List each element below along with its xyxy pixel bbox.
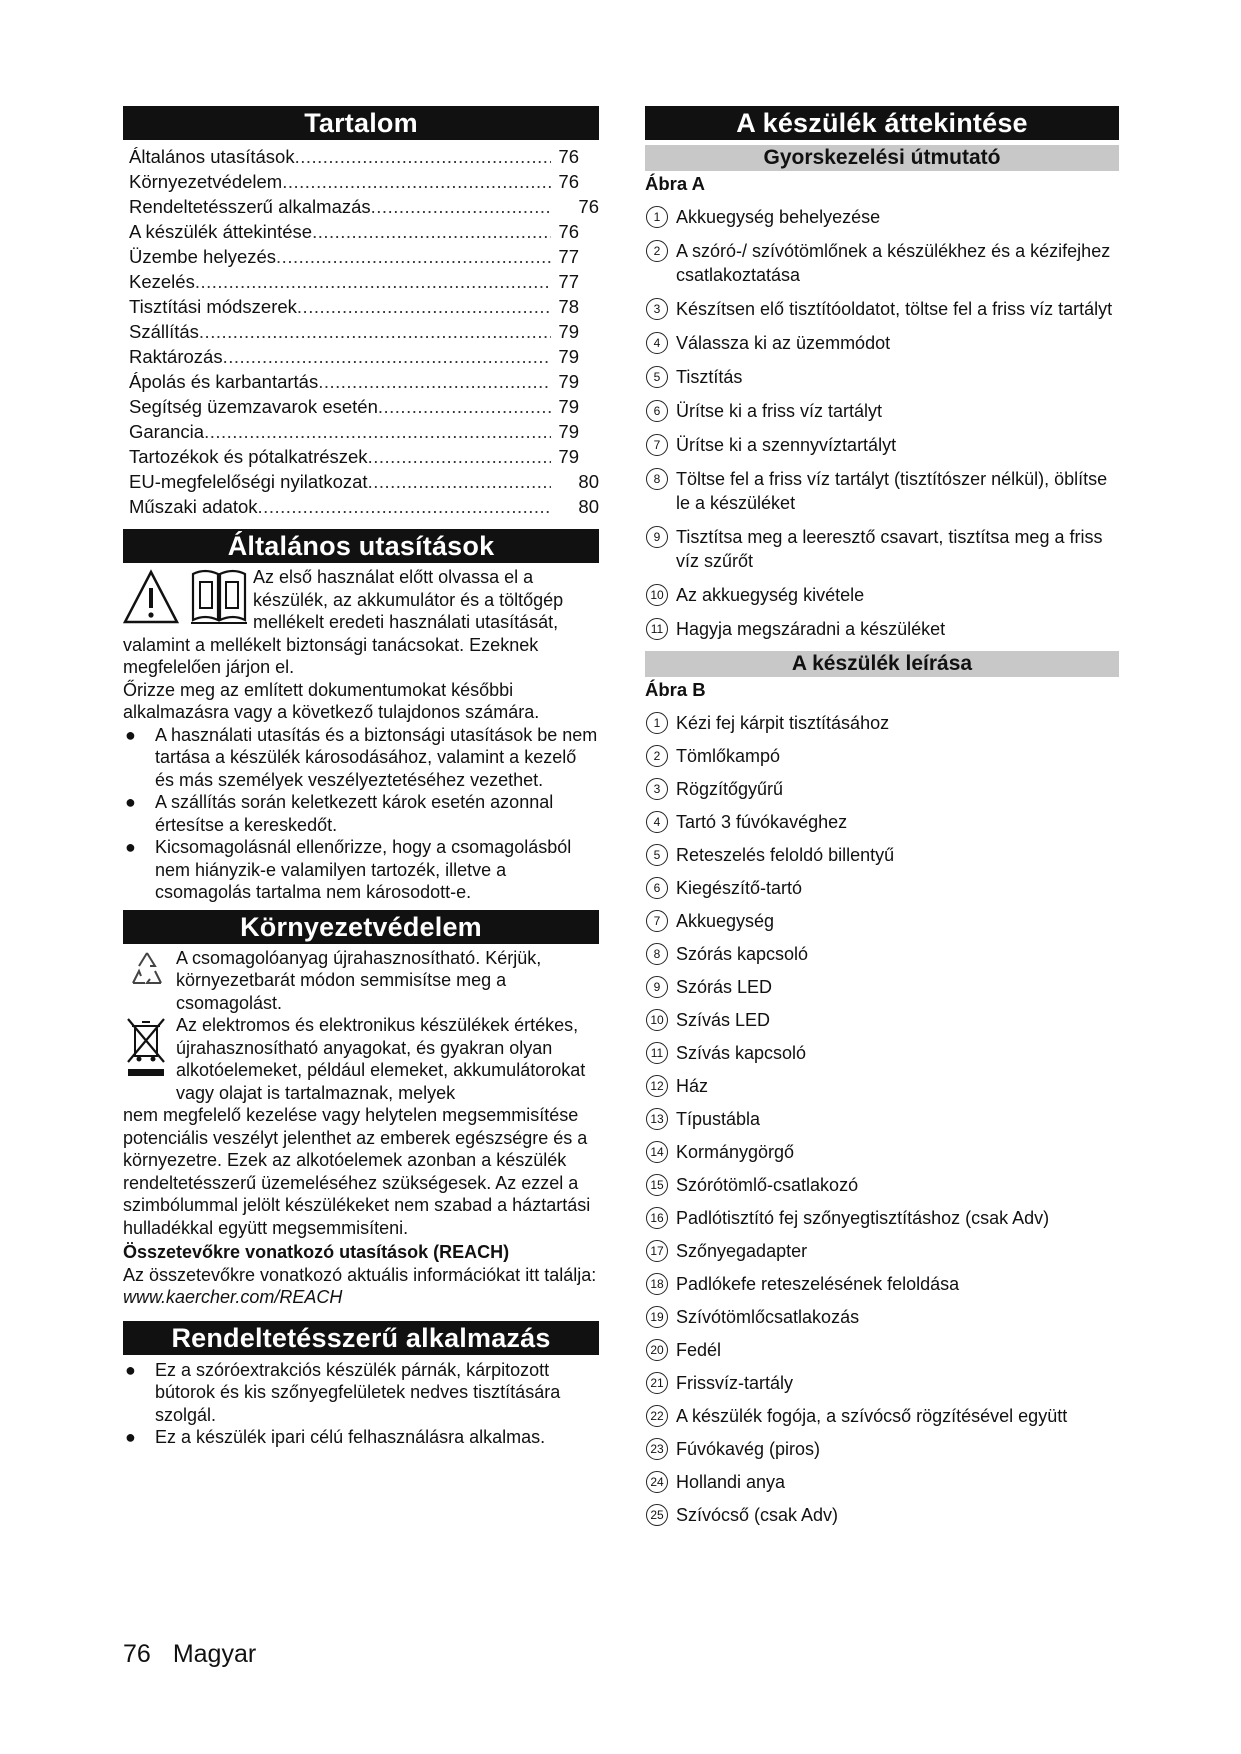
callout-number: 11 xyxy=(646,618,668,640)
callout-number: 8 xyxy=(646,943,668,965)
list-item: 6 Ürítse ki a friss víz tartályt xyxy=(645,399,1119,423)
list-item: ● Kicsomagolásnál ellenőrizze, hogy a csomagolásból nem hiányzik-e valamilyen tartozék, illetve a csomagolás tartalma nem károsodott-e. xyxy=(125,837,572,902)
callout-number: 10 xyxy=(646,584,668,606)
toc-entry[interactable]: Segítség üzemzavarok esetén ..... 79 xyxy=(129,394,599,419)
general-heading: Általános utasítások xyxy=(123,529,599,563)
callout-number: 10 xyxy=(646,1009,668,1031)
list-item: 8 Töltse fel a friss víz tartályt (tisztítószer nélkül), öblítse le a készüléket xyxy=(645,467,1119,515)
list-item: 19 Szívótömlőcsatlakozás xyxy=(645,1305,1119,1329)
reach-text: Az összetevőkre vonatkozó aktuális információkat itt találja: www.kaercher.com/REACH xyxy=(123,1264,597,1307)
list-item: 15 Szórótömlő-csatlakozó xyxy=(645,1173,1119,1197)
weee-block xyxy=(123,1014,599,1104)
list-item: 1 Kézi fej kárpit tisztításához xyxy=(645,711,1119,735)
callout-number: 4 xyxy=(646,332,668,354)
list-item: ● A szállítás során keletkezett károk esetén azonnal értesítse a kereskedőt. xyxy=(125,792,554,835)
callout-number: 9 xyxy=(646,526,668,548)
toc-entry[interactable]: Ápolás és karbantartás ..... 79 xyxy=(129,369,599,394)
list-item: 21 Frissvíz-tartály xyxy=(645,1371,1119,1395)
list-item: 13 Típustábla xyxy=(645,1107,1119,1131)
list-item: 22 A készülék fogója, a szívócső rögzítésével együtt xyxy=(645,1404,1119,1428)
toc-entry[interactable]: Tartozékok és pótalkatrészek ..... 79 xyxy=(129,444,599,469)
callout-number: 25 xyxy=(646,1504,668,1526)
list-item: 20 Fedél xyxy=(645,1338,1119,1362)
list-item: 10 Szívás LED xyxy=(645,1008,1119,1032)
list-item: 24 Hollandi anya xyxy=(645,1470,1119,1494)
list-item: 9 Tisztítsa meg a leeresztő csavart, tisztítsa meg a friss víz szűrőt xyxy=(645,525,1119,573)
list-item: 5 Reteszelés feloldó billentyű xyxy=(645,843,1119,867)
toc-entry[interactable]: Garancia ..... 79 xyxy=(129,419,599,444)
left-column xyxy=(123,106,599,1449)
toc-entry[interactable]: Kezelés ..... 77 xyxy=(129,269,599,294)
description-heading: A készülék leírása xyxy=(645,651,1119,677)
callout-number: 8 xyxy=(646,468,668,490)
callout-number: 9 xyxy=(646,976,668,998)
crossed-bin-icon xyxy=(125,1016,169,1080)
footer-language: Magyar xyxy=(172,1640,257,1668)
toc-entry[interactable]: Műszaki adatok ..... 80 xyxy=(129,494,599,519)
callout-number: 20 xyxy=(646,1339,668,1361)
callout-number: 3 xyxy=(646,778,668,800)
callout-number: 12 xyxy=(646,1075,668,1097)
general-intro: Az első használat előtt olvassa el a készülék, az akkumulátor és a töltőgép mellékelt eredeti használati utasítását, xyxy=(253,567,564,632)
reach-link[interactable]: www.kaercher.com/REACH xyxy=(123,1287,343,1307)
toc-entry[interactable]: Szállítás ..... 79 xyxy=(129,319,599,344)
toc-entry[interactable]: Rendeltetésszerű alkalmazás ..... 76 xyxy=(129,194,599,219)
callout-number: 2 xyxy=(646,240,668,262)
reach-title: Összetevőkre vonatkozó utasítások (REACH) xyxy=(123,1242,510,1262)
list-item: 2 Tömlőkampó xyxy=(645,744,1119,768)
list-item: 18 Padlókefe reteszelésének feloldása xyxy=(645,1272,1119,1296)
environment-heading: Környezetvédelem xyxy=(123,910,599,944)
list-item: 4 Tartó 3 fúvókavéghez xyxy=(645,810,1119,834)
general-section xyxy=(123,566,599,904)
recycle-icon xyxy=(125,949,169,993)
list-item: 2 A szóró-/ szívótömlőnek a készülékhez és a kézifejhez csatlakoztatása xyxy=(645,239,1119,287)
list-item: 12 Ház xyxy=(645,1074,1119,1098)
toc-entry[interactable]: Üzembe helyezés ..... 77 xyxy=(129,244,599,269)
general-keep: Őrizze meg az említett dokumentumokat későbbi alkalmazásra vagy a következő tulajdonos számára. xyxy=(123,679,540,722)
recycle-text: A csomagolóanyag újrahasznosítható. Kérjük, környezetbarát módon semmisítse meg a csomagolást. xyxy=(176,947,542,1013)
callout-number: 13 xyxy=(646,1108,668,1130)
callout-number: 24 xyxy=(646,1471,668,1493)
callout-number: 23 xyxy=(646,1438,668,1460)
list-item: 25 Szívócső (csak Adv) xyxy=(645,1503,1119,1527)
list-item: 4 Válassza ki az üzemmódot xyxy=(645,331,1119,355)
list-item: 14 Kormánygörgő xyxy=(645,1140,1119,1164)
callout-number: 11 xyxy=(646,1042,668,1064)
toc-entry[interactable]: Raktározás ..... 79 xyxy=(129,344,599,369)
list-item: 16 Padlótisztító fej szőnyegtisztításhoz (csak Adv) xyxy=(645,1206,1119,1230)
description-list xyxy=(645,711,1119,1527)
callout-number: 19 xyxy=(646,1306,668,1328)
list-item: ● Ez a készülék ipari célú felhasználásra alkalmas. xyxy=(125,1427,546,1447)
list-item: 23 Fúvókavég (piros) xyxy=(645,1437,1119,1461)
list-item: 6 Kiegészítő-tartó xyxy=(645,876,1119,900)
callout-number: 22 xyxy=(646,1405,668,1427)
list-item: 1 Akkuegység behelyezése xyxy=(645,205,1119,229)
callout-number: 7 xyxy=(646,910,668,932)
right-column xyxy=(645,106,1119,1536)
environment-section xyxy=(123,947,599,1309)
toc-entry[interactable]: A készülék áttekintése ..... 76 xyxy=(129,219,599,244)
callout-number: 6 xyxy=(646,400,668,422)
callout-number: 7 xyxy=(646,434,668,456)
toc-entry[interactable]: Általános utasítások ..... 76 xyxy=(129,144,599,169)
callout-number: 16 xyxy=(646,1207,668,1229)
quick-guide-list xyxy=(645,205,1119,641)
callout-number: 14 xyxy=(646,1141,668,1163)
page-number: 76 xyxy=(123,1640,151,1668)
list-item: 9 Szórás LED xyxy=(645,975,1119,999)
list-item: 11 Szívás kapcsoló xyxy=(645,1041,1119,1065)
callout-number: 15 xyxy=(646,1174,668,1196)
page-footer xyxy=(123,1640,278,1669)
callout-number: 4 xyxy=(646,811,668,833)
intended-use-section xyxy=(123,1359,599,1449)
callout-number: 5 xyxy=(646,844,668,866)
manual-book-icon xyxy=(189,568,249,626)
weee-text-cont: nem megfelelő kezelése vagy helytelen megsemmisítése potenciális veszélyt jelenthet az emberek egészségre és a környezetre. Ezek az alkotóelemek azonban a készülék rendeltetésszerű üzemeléséhez szükségesek. Az ezzel a szimbólummal jelölt készülékeket nem szabad a háztartási hulladékkal együtt megsemmisíteni. xyxy=(123,1105,591,1238)
list-item: ● A használati utasítás és a biztonsági utasítások be nem tartása a készülék károsodásához, valamint a kezelő és más személyek veszélyeztetéséhez vezethet. xyxy=(125,724,598,790)
recycle-block xyxy=(123,947,599,1015)
toc-heading: Tartalom xyxy=(123,106,599,140)
callout-number: 1 xyxy=(646,206,668,228)
list-item: 7 Ürítse ki a szennyvíztartályt xyxy=(645,433,1119,457)
list-item: 7 Akkuegység xyxy=(645,909,1119,933)
general-intro-cont: valamint a mellékelt biztonsági tanácsokat. Ezeknek megfelelően járjon el. xyxy=(123,634,539,677)
list-item: 3 Rögzítőgyűrű xyxy=(645,777,1119,801)
callout-number: 1 xyxy=(646,712,668,734)
toc-entry[interactable]: EU-megfelelőségi nyilatkozat ..... 80 xyxy=(129,469,599,494)
list-item: 3 Készítsen elő tisztítóoldatot, töltse fel a friss víz tartályt xyxy=(645,297,1119,321)
callout-number: 2 xyxy=(646,745,668,767)
toc-list xyxy=(129,144,599,519)
figure-a-label: Ábra A xyxy=(645,173,705,194)
figure-b-label: Ábra B xyxy=(645,679,706,700)
list-item: 5 Tisztítás xyxy=(645,365,1119,389)
callout-number: 21 xyxy=(646,1372,668,1394)
list-item: 11 Hagyja megszáradni a készüléket xyxy=(645,617,1119,641)
list-item: 10 Az akkuegység kivétele xyxy=(645,583,1119,607)
callout-number: 17 xyxy=(646,1240,668,1262)
list-item: 17 Szőnyegadapter xyxy=(645,1239,1119,1263)
toc-entry[interactable]: Környezetvédelem ..... 76 xyxy=(129,169,599,194)
weee-text: Az elektromos és elektronikus készülékek értékes, újrahasznosítható anyagokat, és gyakran olyan alkotóelemeket, például elemeket, akkumulátorokat vagy olajat is tartalmaznak, melyek xyxy=(176,1015,586,1103)
callout-number: 6 xyxy=(646,877,668,899)
toc-entry[interactable]: Tisztítási módszerek ..... 78 xyxy=(129,294,599,319)
overview-heading: A készülék áttekintése xyxy=(645,106,1119,140)
callout-number: 3 xyxy=(646,298,668,320)
quick-guide-heading: Gyorskezelési útmutató xyxy=(645,145,1119,171)
list-item: ● Ez a szóróextrakciós készülék párnák, kárpitozott bútorok és kis szőnyegfelületek nedves tisztítására szolgál. xyxy=(125,1359,561,1425)
intended-use-heading: Rendeltetésszerű alkalmazás xyxy=(123,1321,599,1355)
list-item: 8 Szórás kapcsoló xyxy=(645,942,1119,966)
warning-icons xyxy=(123,566,253,633)
callout-number: 5 xyxy=(646,366,668,388)
callout-number: 18 xyxy=(646,1273,668,1295)
